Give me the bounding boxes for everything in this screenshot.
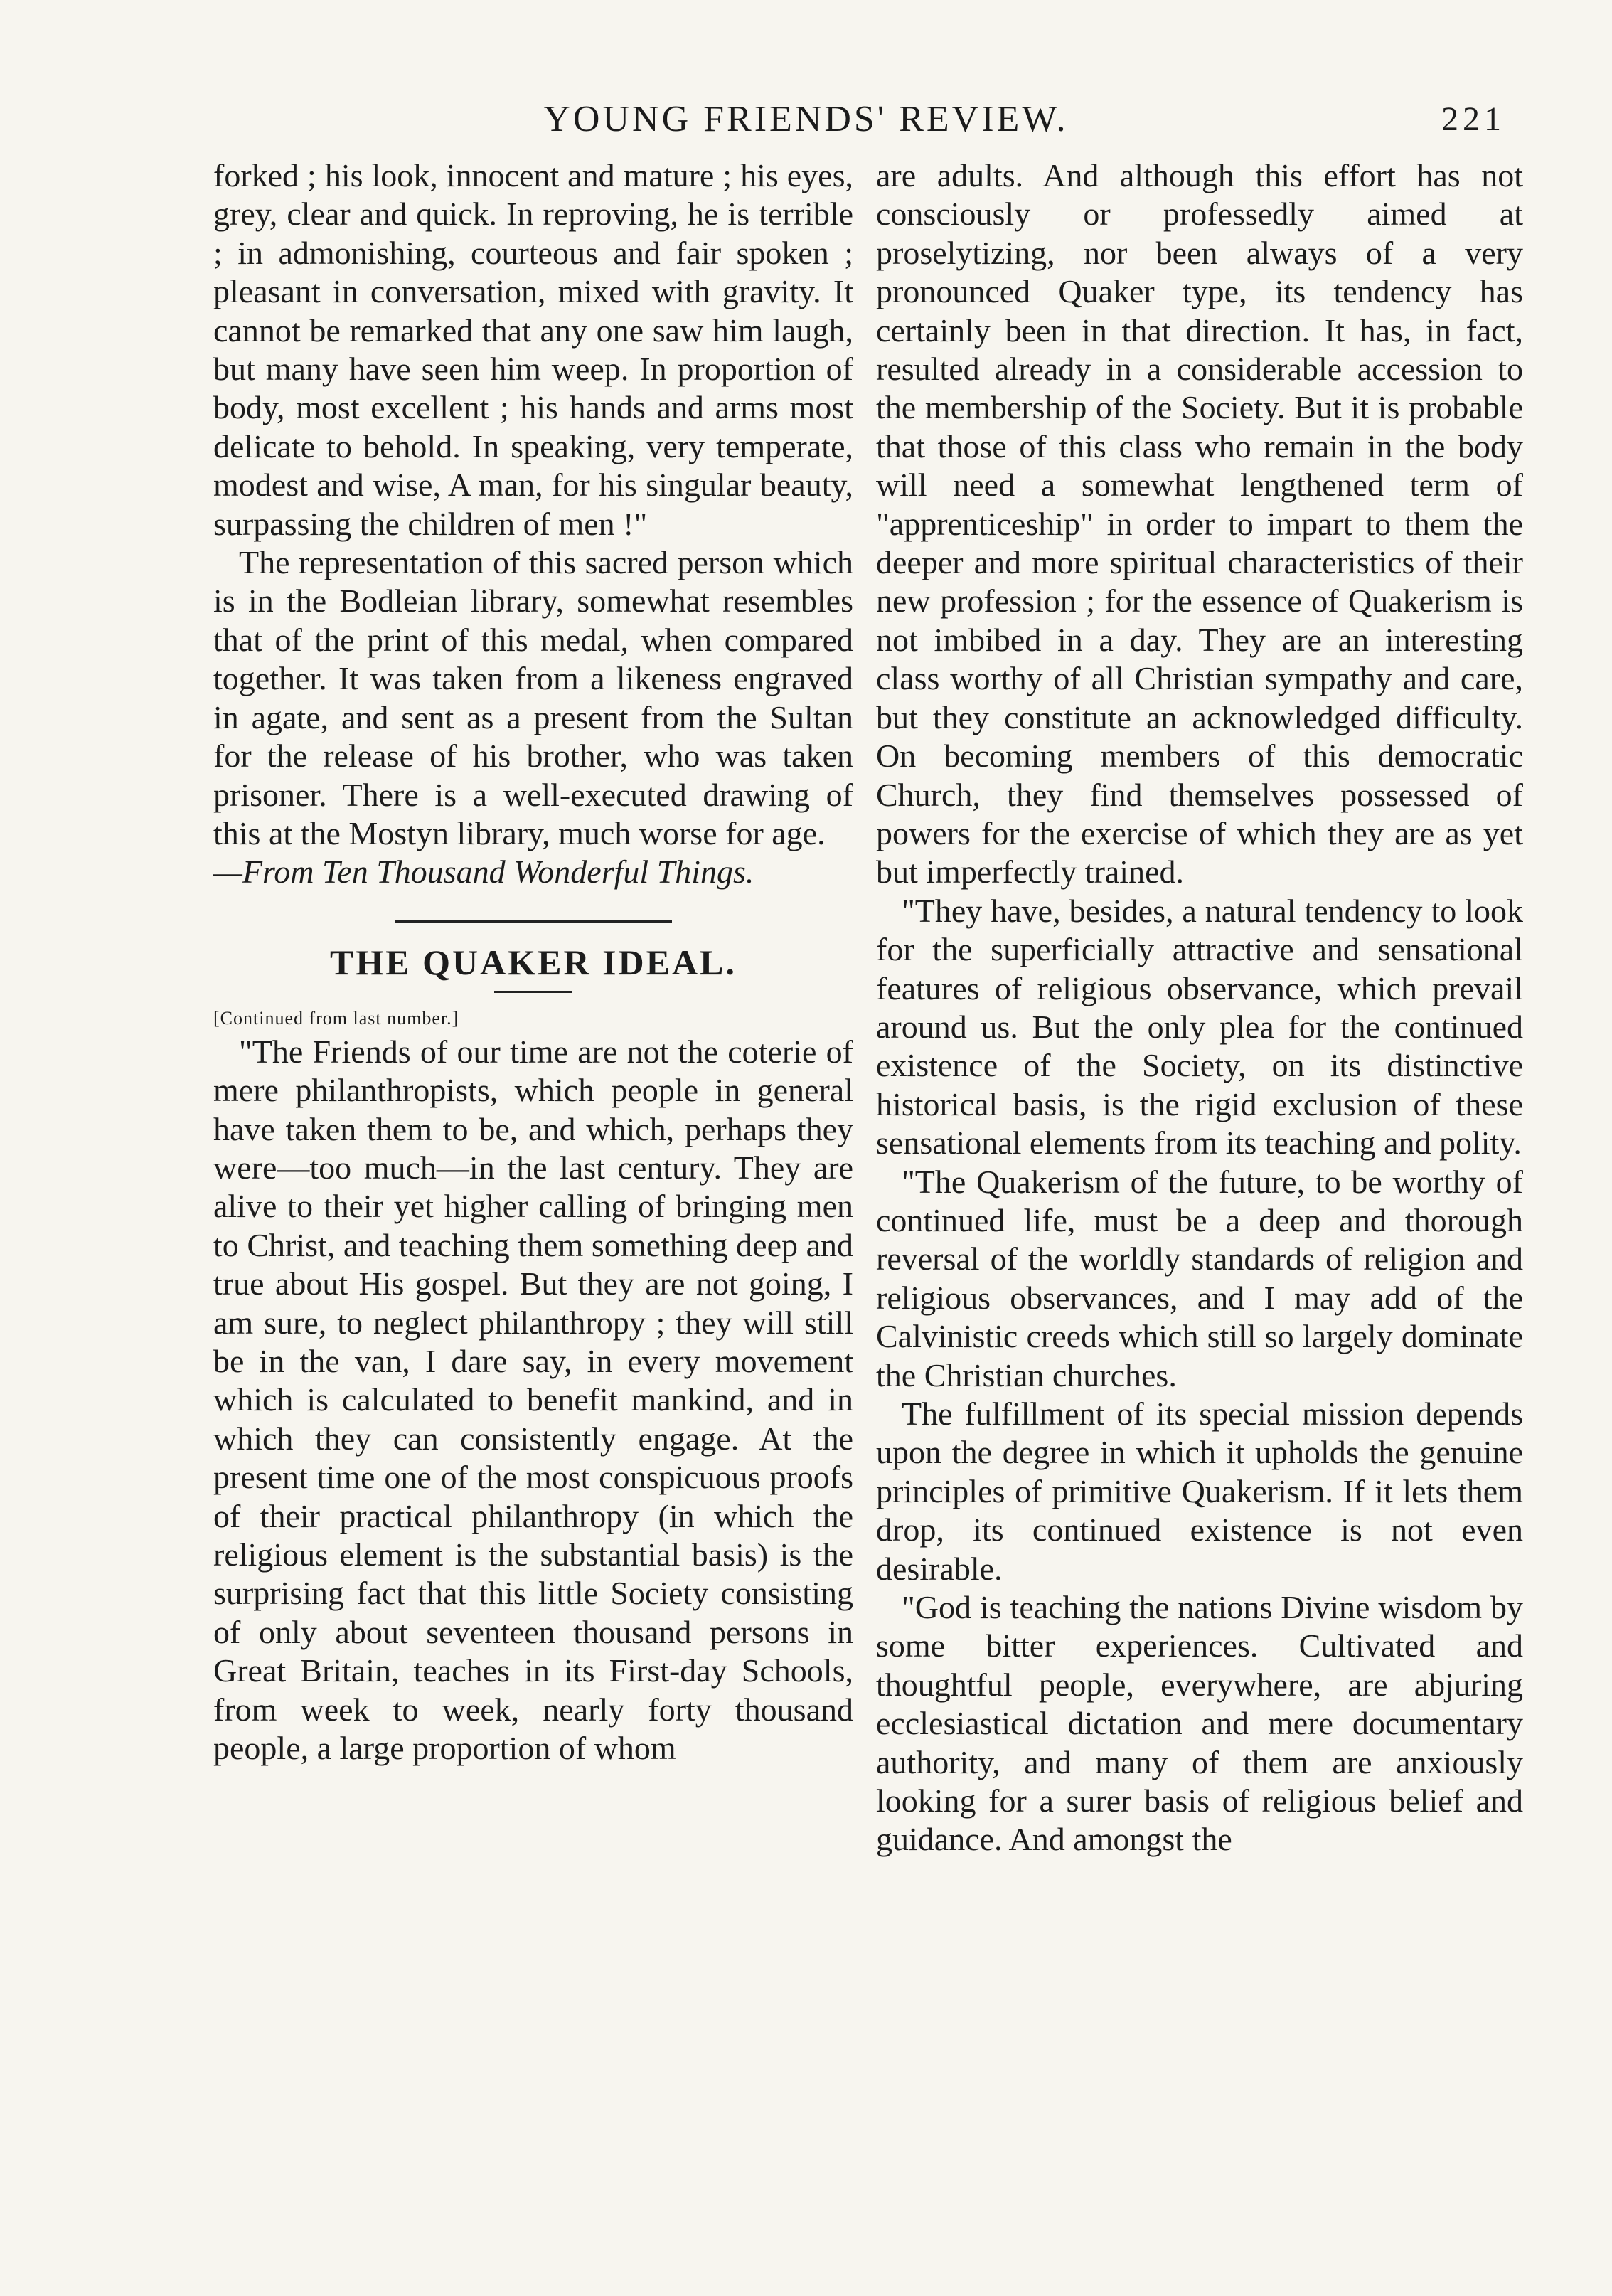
article-title: THE QUAKER IDEAL.: [330, 942, 737, 982]
section-divider: [395, 920, 672, 923]
paragraph: The fulfillment of its special mission depends upon the degree in which it upholds the genuine principles of primitive Quakerism. If it lets them drop, its continued existence is not even desirable.: [876, 1396, 1523, 1587]
paragraph: "The Quakerism of the future, to be worthy of continued life, must be a deep and thorough reversal of the worldly standards of religion and religious observances, and I may add of the Calvinistic creeds which still so largely dominate the Christian churches.: [876, 1163, 1523, 1393]
paragraph: "God is teaching the nations Divine wisdom by some bitter experiences. Cultivated and thoughtful people, everywhere, are abjuring ecclesiastical dictation and mere documentary authority, and many of them are anxiously looking for a surer basis of religious belief and guidance. And amongst the: [876, 1589, 1523, 1858]
paragraph: "They have, besides, a natural tendency to look for the superficially attractive and sensational features of religious observance, which prevail around us. But the only plea for the continued existence of the Society, on its distinctive historical basis, is the rigid exclusion of these sensational elements from its teaching and polity.: [876, 892, 1523, 1162]
attribution: —From Ten Thousand Wonderful Things.: [213, 854, 754, 891]
right-column: [876, 156, 1523, 1859]
paragraph: "The Friends of our time are not the coterie of mere philanthropists, which people in general have taken them to be, and which, perhaps they were—too much—in the last century. They are alive to their yet higher calling of bringing men to Christ, and teaching them something deep and true about His gospel. But they are not going, I am sure, to neglect philanthropy ; they will still be in the van, I dare say, in every movement which is calculated to benefit mankind, and in which they can consistently engage. At the present time one of the most conspicuous proofs of their practical philanthropy (in which the religious element is the substantial basis) is the surprising fact that this little Society consisting of only about seventeen thousand persons in Great Britain, teaches in its First-day Schools, from week to week, nearly forty thousand people, a large proportion of whom: [213, 1033, 853, 1767]
title-divider: [494, 991, 572, 993]
left-column: [213, 156, 853, 1768]
paragraph: forked ; his look, innocent and mature ; his eyes, grey, clear and quick. In reproving, he is terrible ; in admonishing, courteous and fair spoken ; pleasant in conversation, mixed with gravity. It cannot be remarked that any one saw him laugh, but many have seen him weep. In proportion of body, most excellent ; his hands and arms most delicate to behold. In speaking, very temperate, modest and wise, A man, for his singular beauty, surpassing the children of men !": [213, 157, 853, 542]
continued-note: [Continued from last number.]: [213, 1007, 459, 1029]
running-title: YOUNG FRIENDS' REVIEW.: [543, 99, 1069, 139]
paragraph: The representation of this sacred person which is in the Bodleian library, somewhat resembles that of the print of this medal, when compared together. It was taken from a likeness engraved in agate, and sent as a present from the Sultan for the release of his brother, who was taken prisoner. There is a well-executed drawing of this at the Mostyn library, much worse for age.: [213, 544, 853, 851]
page-number: 221: [1441, 100, 1505, 138]
running-head: [0, 98, 1612, 141]
paragraph: are adults. And although this effort has not consciously or professedly aimed at proselytizing, nor been always of a very pronounced Quaker type, its tendency has certainly been in that direction. It has, in fact, resulted already in a considerable accession to the membership of the Society. But it is probable that those of this class who remain in the body will need a somewhat lengthened term of "apprenticeship" in order to impart to them the deeper and more spiritual characteristics of their new profession ; for the essence of Quakerism is not imbibed in a day. They are an interesting class worthy of all Christian sympathy and care, but they constitute an acknowledged difficulty. On becoming members of this democratic Church, they find themselves possessed of powers for the exercise of which they are as yet but imperfectly trained.: [876, 157, 1523, 891]
